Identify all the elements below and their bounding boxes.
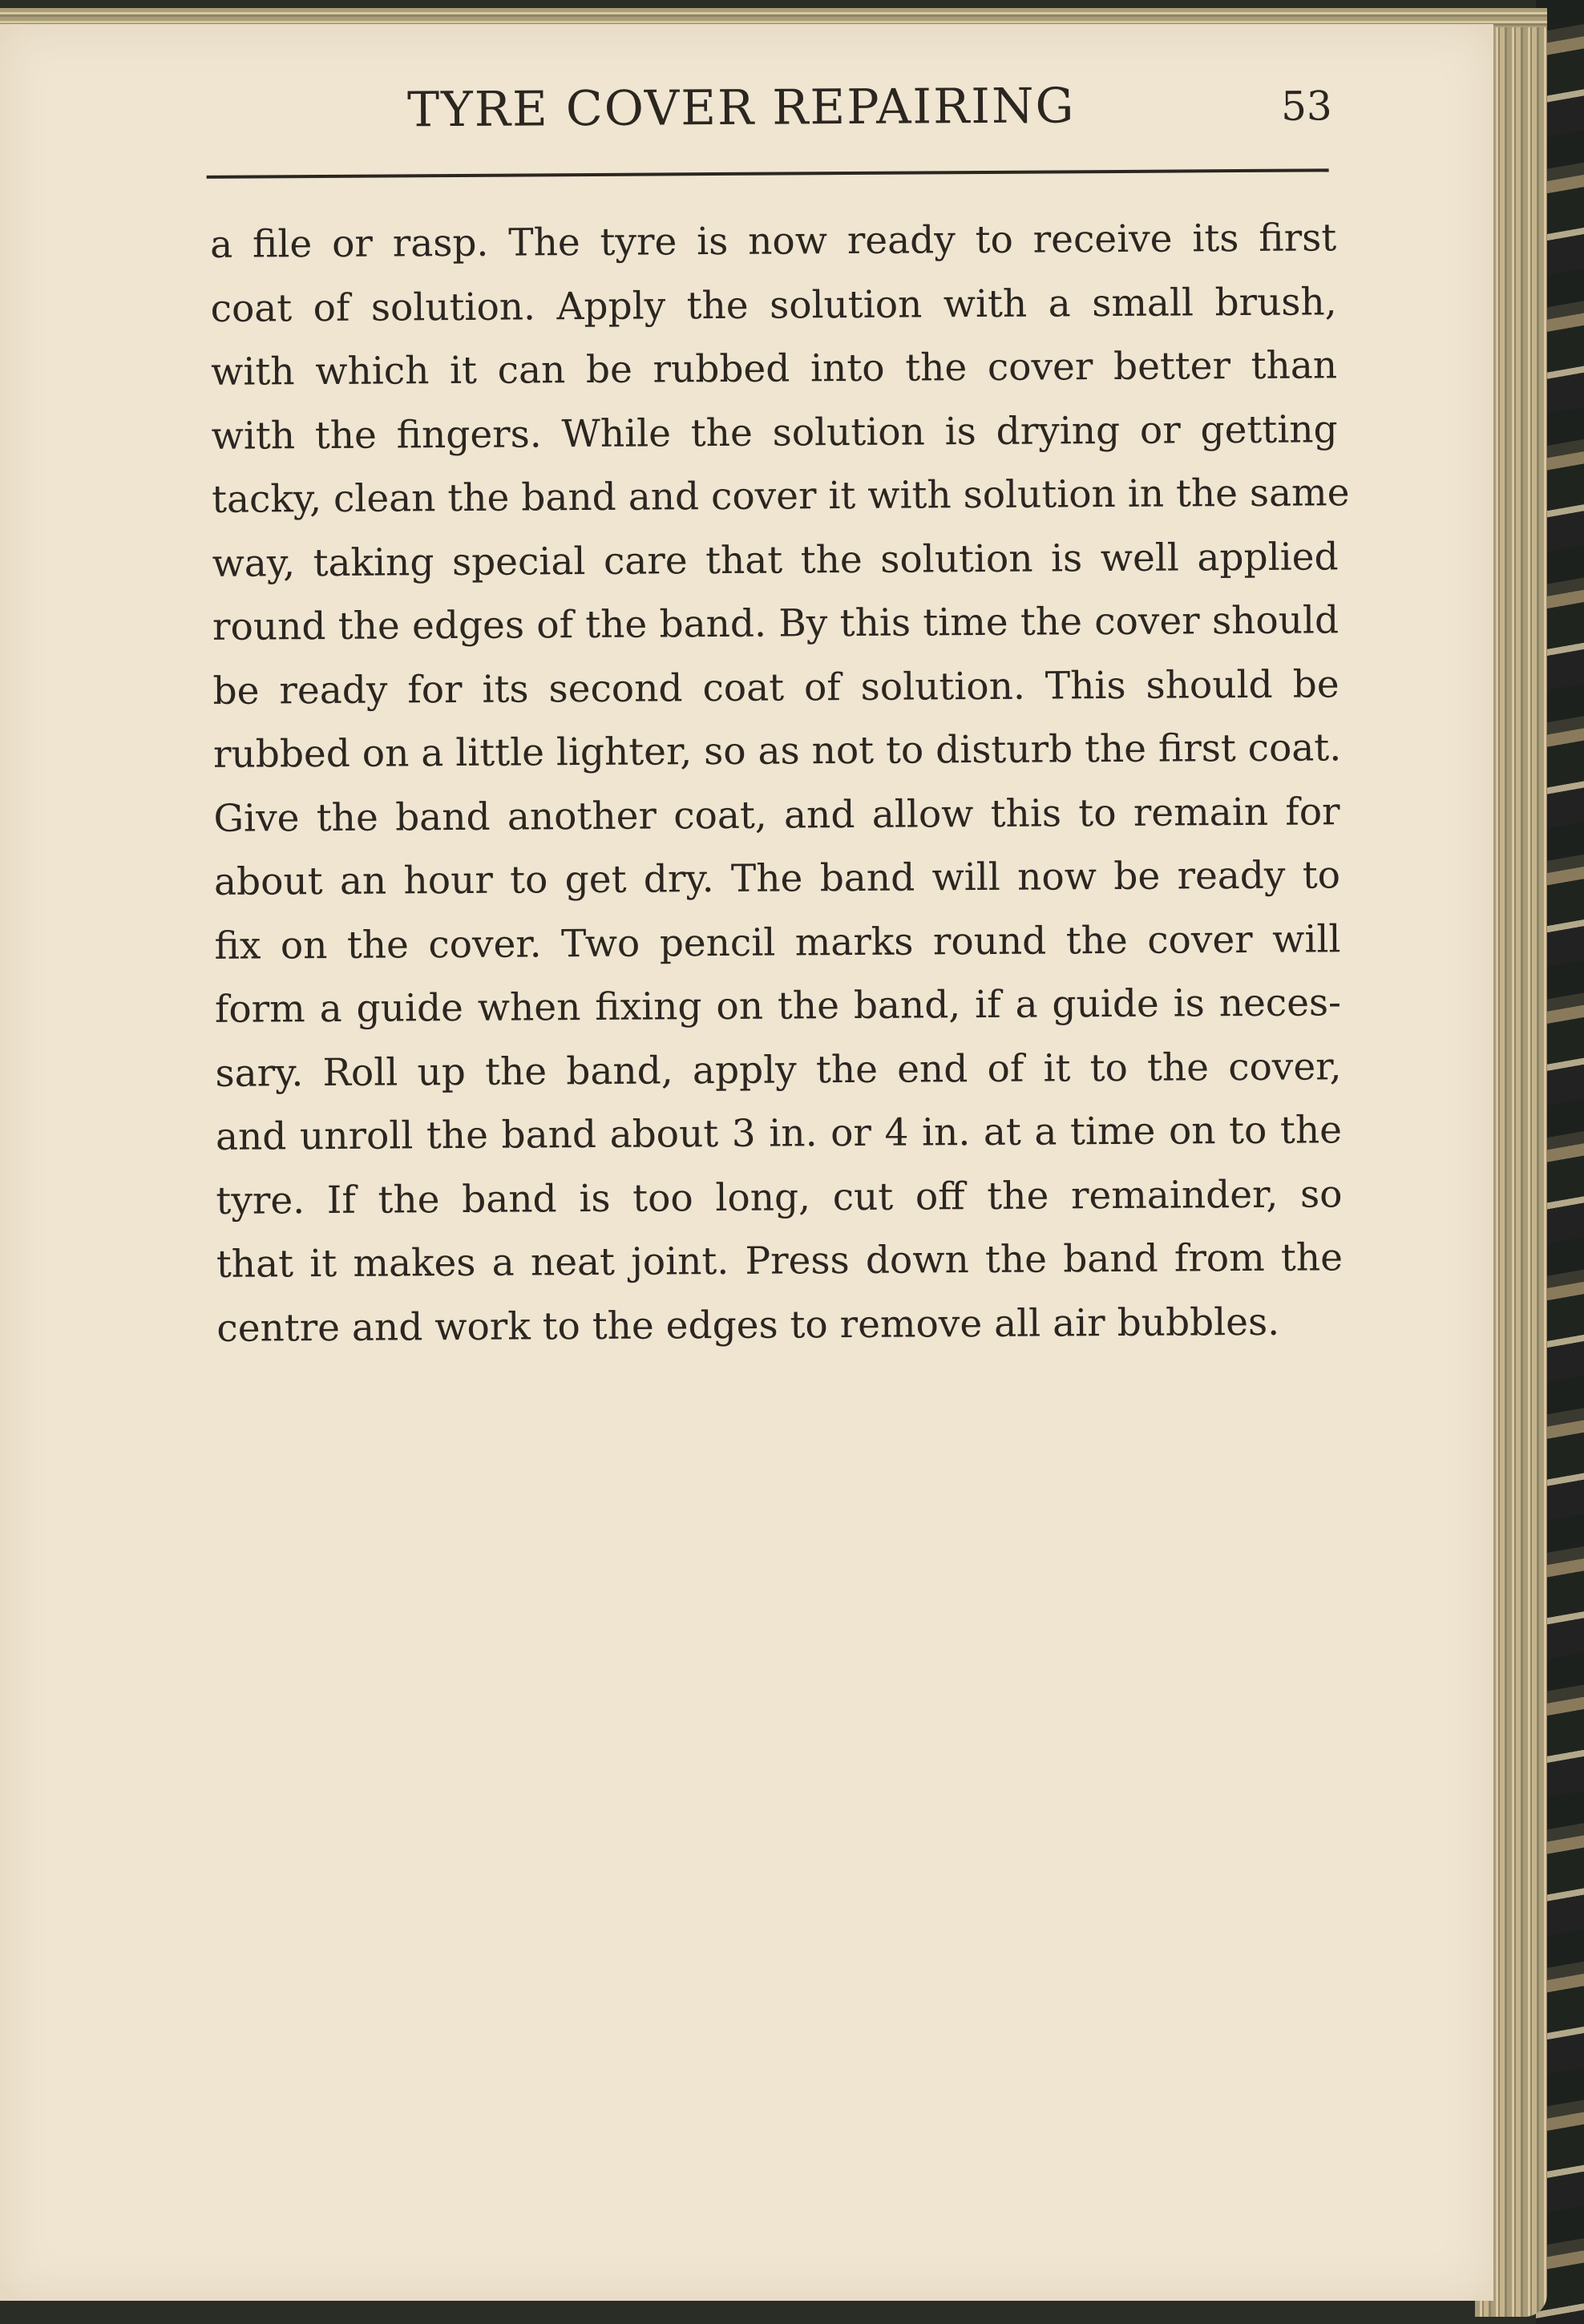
- text-line: and unroll the band about 3 in. or 4 in. at a time on to the: [215, 1108, 1343, 1159]
- text-line: with the fingers. While the solution is drying or getting: [211, 406, 1338, 459]
- text-line: form a guide when fixing on the band, if a guide is neces-: [214, 980, 1342, 1032]
- text-line: fix on the cover. Two pencil marks round the cover will: [214, 916, 1341, 968]
- text-line: Give the band another coat, and allow this to remain for: [213, 789, 1340, 841]
- text-line: about an hour to get dry. The band will now be ready to: [213, 853, 1341, 904]
- running-head: TYRE COVER REPAIRING: [406, 78, 1076, 139]
- text-line: rubbed on a little lighter, so as not to disturb the first coat.: [212, 725, 1342, 777]
- body-paragraph: [210, 206, 1350, 1360]
- page-number: 53: [1280, 83, 1332, 130]
- text-line: tacky, clean the band and cover it with solution in the same: [211, 471, 1350, 522]
- book-page: [0, 24, 1493, 2301]
- text-line: coat of solution. Apply the solution with a small brush,: [210, 279, 1337, 331]
- text-line: with which it can be rubbed into the cover better than: [210, 343, 1338, 394]
- text-line: a file or rasp. The tyre is now ready to receive its first: [210, 216, 1337, 267]
- text-line: that it makes a neat joint. Press down the band from the: [216, 1235, 1344, 1287]
- text-line: be ready for its second coat of solution. This should be: [212, 661, 1340, 713]
- text-line: tyre. If the band is too long, cut off the remainder, so: [216, 1171, 1343, 1223]
- text-line: centre and work to the edges to remove all air bubbles.: [216, 1299, 1280, 1351]
- text-line: round the edges of the band. By this time the cover should: [212, 598, 1340, 649]
- text-line: sary. Roll up the band, apply the end of it to the cover,: [215, 1044, 1342, 1096]
- text-line: way, taking special care that the solution is well applied: [212, 534, 1339, 586]
- header-rule: [207, 168, 1329, 179]
